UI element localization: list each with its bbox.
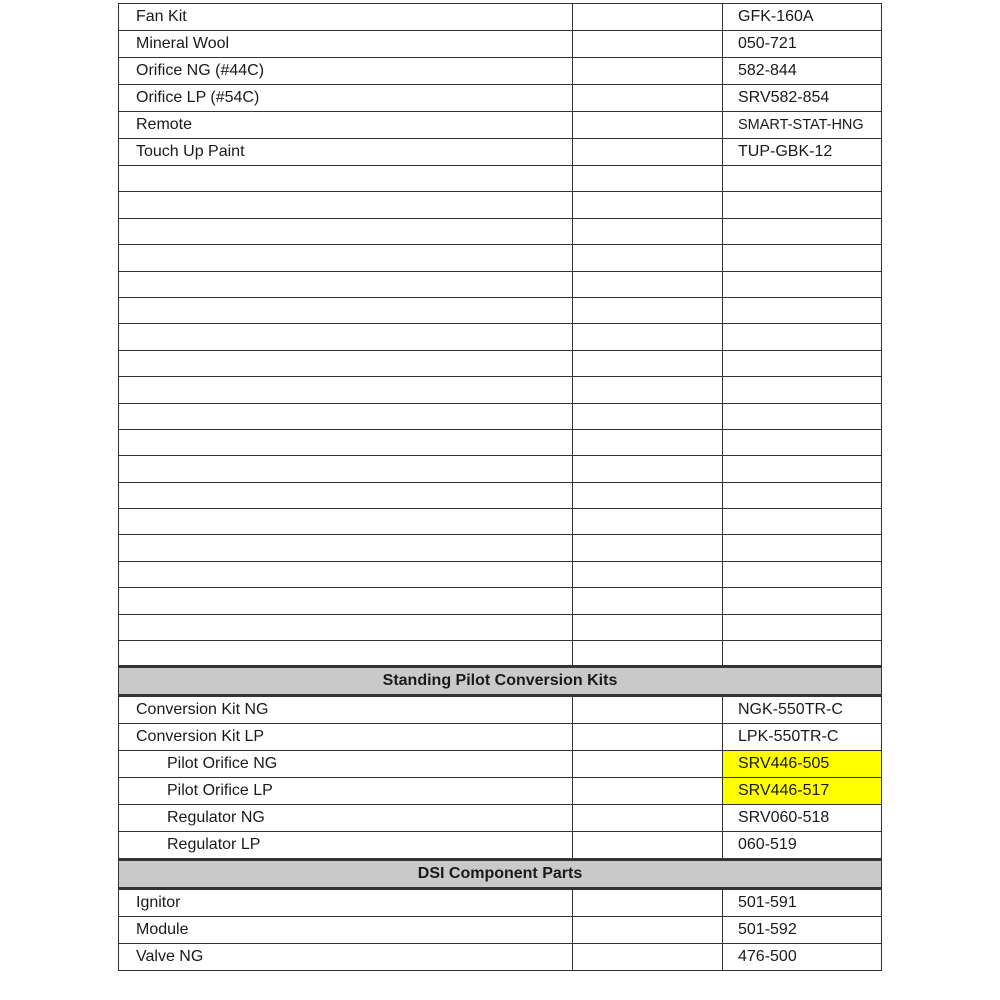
blank-cell (723, 166, 882, 192)
blank-cell (573, 403, 723, 429)
blank-cell (723, 324, 882, 350)
part-name-cell: Mineral Wool (119, 31, 573, 58)
table-row (119, 832, 882, 860)
blank-cell (119, 429, 573, 455)
blank-cell (119, 588, 573, 614)
blank-cell (573, 271, 723, 297)
table-row (119, 889, 882, 917)
part-number-cell: 050-721 (723, 31, 882, 58)
blank-row (119, 614, 882, 640)
table-row (119, 724, 882, 751)
part-name-cell: Fan Kit (119, 4, 573, 31)
part-name-cell: Pilot Orifice NG (119, 751, 573, 778)
blank-cell (573, 112, 723, 139)
table-row (119, 85, 882, 112)
blank-cell (723, 403, 882, 429)
blank-cell (573, 429, 723, 455)
blank-cell (573, 139, 723, 166)
blank-cell (119, 324, 573, 350)
blank-row (119, 192, 882, 218)
blank-row (119, 456, 882, 482)
blank-cell (573, 509, 723, 535)
blank-cell (119, 192, 573, 218)
blank-cell (573, 245, 723, 271)
blank-row (119, 403, 882, 429)
part-name-cell: Pilot Orifice LP (119, 778, 573, 805)
blank-cell (573, 561, 723, 587)
blank-cell (723, 271, 882, 297)
blank-cell (723, 535, 882, 561)
blank-row (119, 324, 882, 350)
blank-cell (573, 535, 723, 561)
blank-cell (573, 614, 723, 640)
blank-cell (573, 377, 723, 403)
blank-row (119, 641, 882, 667)
part-number-cell: 501-592 (723, 917, 882, 944)
blank-row (119, 535, 882, 561)
blank-cell (573, 297, 723, 323)
part-number-cell-highlighted: SRV446-505 (723, 751, 882, 778)
part-number-cell: 501-591 (723, 889, 882, 917)
blank-cell (723, 245, 882, 271)
part-name-cell: Regulator NG (119, 805, 573, 832)
blank-cell (723, 561, 882, 587)
blank-cell (573, 350, 723, 376)
blank-cell (573, 832, 723, 860)
part-number-cell: LPK-550TR-C (723, 724, 882, 751)
blank-cell (119, 297, 573, 323)
blank-row (119, 429, 882, 455)
blank-cell (119, 561, 573, 587)
part-name-cell: Valve NG (119, 944, 573, 971)
blank-cell (573, 944, 723, 971)
blank-cell (573, 166, 723, 192)
section-title: Standing Pilot Conversion Kits (119, 667, 882, 696)
blank-cell (119, 271, 573, 297)
blank-cell (723, 377, 882, 403)
blank-cell (119, 456, 573, 482)
section-title: DSI Component Parts (119, 860, 882, 889)
part-name-cell: Orifice NG (#44C) (119, 58, 573, 85)
blank-cell (573, 696, 723, 724)
blank-cell (119, 218, 573, 244)
part-name-cell: Regulator LP (119, 832, 573, 860)
blank-cell (119, 509, 573, 535)
part-name-cell: Conversion Kit LP (119, 724, 573, 751)
blank-cell (119, 403, 573, 429)
table-row (119, 112, 882, 139)
part-number-cell: SRV582-854 (723, 85, 882, 112)
blank-cell (723, 509, 882, 535)
blank-cell (119, 482, 573, 508)
blank-cell (573, 917, 723, 944)
part-number-cell: NGK-550TR-C (723, 696, 882, 724)
blank-cell (119, 614, 573, 640)
blank-row (119, 588, 882, 614)
parts-table (118, 3, 882, 971)
blank-cell (119, 245, 573, 271)
blank-cell (573, 58, 723, 85)
table-row (119, 58, 882, 85)
part-number-cell: 582-844 (723, 58, 882, 85)
part-number-cell: GFK-160A (723, 4, 882, 31)
table-row (119, 805, 882, 832)
part-name-cell: Touch Up Paint (119, 139, 573, 166)
blank-cell (723, 588, 882, 614)
blank-cell (723, 218, 882, 244)
blank-row (119, 218, 882, 244)
blank-cell (723, 429, 882, 455)
blank-cell (573, 192, 723, 218)
table-row (119, 944, 882, 971)
blank-cell (573, 588, 723, 614)
part-number-cell: TUP-GBK-12 (723, 139, 882, 166)
blank-row (119, 350, 882, 376)
part-name-cell: Orifice LP (#54C) (119, 85, 573, 112)
blank-cell (573, 778, 723, 805)
part-name-cell: Remote (119, 112, 573, 139)
blank-row (119, 271, 882, 297)
blank-cell (723, 482, 882, 508)
blank-cell (573, 31, 723, 58)
blank-cell (573, 641, 723, 667)
blank-cell (723, 192, 882, 218)
blank-cell (573, 4, 723, 31)
part-number-cell-highlighted: SRV446-517 (723, 778, 882, 805)
blank-cell (119, 641, 573, 667)
blank-cell (573, 889, 723, 917)
table-row (119, 751, 882, 778)
blank-cell (573, 456, 723, 482)
section-header-row (119, 667, 882, 696)
blank-cell (573, 324, 723, 350)
part-name-cell: Ignitor (119, 889, 573, 917)
blank-cell (723, 641, 882, 667)
table-row (119, 917, 882, 944)
blank-cell (119, 377, 573, 403)
table-row (119, 139, 882, 166)
blank-cell (723, 297, 882, 323)
blank-cell (573, 85, 723, 112)
blank-cell (723, 456, 882, 482)
blank-row (119, 166, 882, 192)
blank-cell (723, 350, 882, 376)
part-number-cell: SMART-STAT-HNG (723, 112, 882, 139)
blank-row (119, 245, 882, 271)
parts-sheet (118, 3, 881, 971)
blank-cell (573, 805, 723, 832)
parts-table-body (119, 4, 882, 971)
section-header-row (119, 860, 882, 889)
part-name-cell: Module (119, 917, 573, 944)
table-row (119, 31, 882, 58)
part-name-cell: Conversion Kit NG (119, 696, 573, 724)
blank-row (119, 482, 882, 508)
part-number-cell: SRV060-518 (723, 805, 882, 832)
table-row (119, 778, 882, 805)
table-row (119, 4, 882, 31)
blank-row (119, 297, 882, 323)
blank-row (119, 377, 882, 403)
blank-cell (573, 751, 723, 778)
blank-row (119, 509, 882, 535)
blank-cell (573, 482, 723, 508)
blank-cell (119, 535, 573, 561)
table-row (119, 696, 882, 724)
part-number-cell: 060-519 (723, 832, 882, 860)
blank-cell (573, 724, 723, 751)
blank-row (119, 561, 882, 587)
blank-cell (723, 614, 882, 640)
blank-cell (573, 218, 723, 244)
blank-cell (119, 350, 573, 376)
part-number-cell: 476-500 (723, 944, 882, 971)
blank-cell (119, 166, 573, 192)
